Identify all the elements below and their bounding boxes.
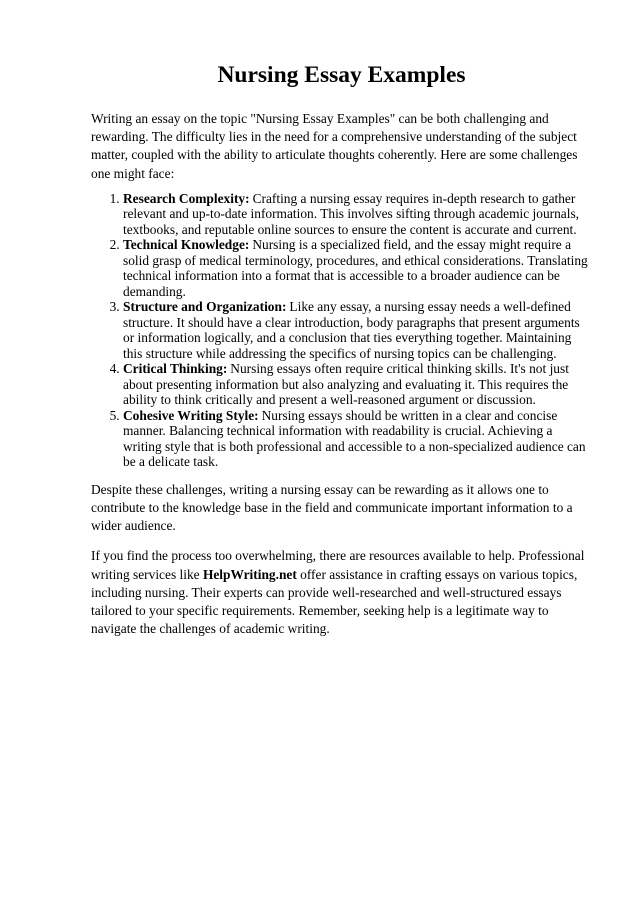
- list-item: [123, 299, 592, 361]
- challenges-list: [91, 191, 592, 470]
- list-item-term: Research Complexity:: [123, 190, 250, 206]
- list-item-text: Like any essay, a nursing essay needs a well-defined structure. It should have a clear introduction, body paragraphs that present arguments or information logically, and a conclusion that ties everything together. Maintaining this structure while addressing the specifics of nursing topics can be challenging.: [123, 299, 580, 361]
- page-title: Nursing Essay Examples: [217, 62, 466, 88]
- list-item-text: Nursing essays often require critical thinking skills. It's not just about presenting information but also analyzing and evaluating it. This requires the ability to think critically and present a well-reasoned argument or discussion.: [123, 361, 569, 408]
- list-item: [123, 361, 592, 408]
- conclusion-paragraph: Despite these challenges, writing a nursing essay can be rewarding as it allows one to contribute to the knowledge base in the field and communicate important information to a wider audience.: [91, 481, 573, 534]
- list-item-text: Crafting a nursing essay requires in-depth research to gather relevant and up-to-date information. This involves sifting through academic journals, textbooks, and reputable online sources to ensure the content is accurate and current.: [123, 190, 580, 237]
- help-paragraph: [91, 547, 592, 638]
- list-item: [123, 191, 592, 238]
- list-item-term: Structure and Organization:: [123, 299, 287, 315]
- list-item: [123, 408, 592, 470]
- list-item-text: Nursing is a specialized field, and the essay might require a solid grasp of medical terminology, procedures, and ethical considerations. Translating technical information into a format that is accessible to a broader audience can be demanding.: [123, 237, 588, 299]
- help-text-after: offer assistance in crafting essays on various topics, including nursing. Their experts can provide well-researched and well-structured essays tailored to your specific requirements. Remember, seeking help is a legitimate way to navigate the challenges of academic writing.: [91, 566, 578, 637]
- list-item-term: Technical Knowledge:: [123, 237, 250, 253]
- list-item-text: Nursing essays should be written in a clear and concise manner. Balancing technical information with readability is crucial. Achieving a writing style that is both professional and accessible to a non-specialized audience can be a delicate task.: [123, 407, 586, 470]
- help-brand-name: HelpWriting.net: [202, 566, 297, 582]
- intro-paragraph: Writing an essay on the topic "Nursing Essay Examples" can be both challenging and rewarding. The difficulty lies in the need for a comprehensive understanding of the subject matter, coupled with the ability to articulate thoughts coherently. Here are some challenges one might face:: [91, 111, 578, 181]
- list-item: [123, 237, 592, 299]
- list-item-term: Critical Thinking:: [123, 361, 228, 377]
- help-text-before: If you find the process too overwhelming, there are resources available to help. Professional writing services like: [91, 548, 585, 582]
- list-item-term: Cohesive Writing Style:: [123, 407, 259, 423]
